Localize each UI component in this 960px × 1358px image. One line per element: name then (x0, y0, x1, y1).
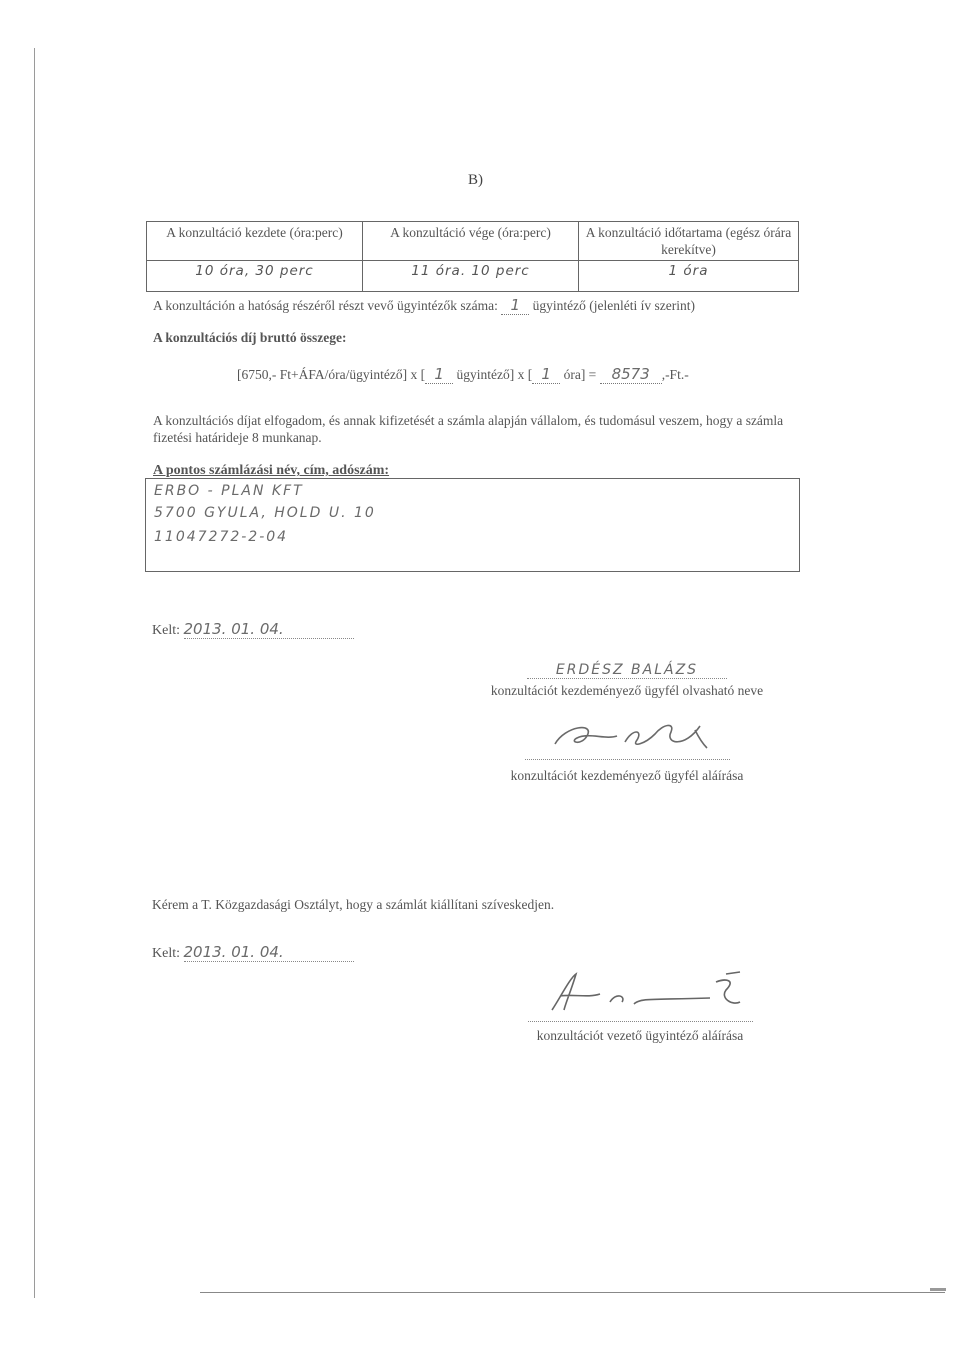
start-time-value: 10 óra, 30 perc (147, 261, 363, 292)
fee-officers-value: 1 (425, 365, 453, 384)
officer-date-line (152, 943, 354, 962)
billing-name: ERBO - PLAN KFT (154, 483, 304, 499)
fee-heading: A konzultációs díj bruttó összege: (153, 330, 347, 345)
fee-hours-value: 1 (532, 365, 560, 384)
billing-details-box (145, 478, 800, 572)
officer-signature (530, 968, 755, 1016)
officers-count-line (153, 296, 695, 315)
fee-total-value: 8573 (600, 365, 662, 384)
request-text: Kérem a T. Közgazdasági Osztályt, hogy a számlát kiállítani szíveskedjen. (152, 897, 555, 912)
fee-rate-text: [6750,- Ft+ÁFA/óra/ügyintéző] x [ (237, 367, 426, 382)
client-date-label: Kelt: (152, 623, 180, 638)
end-time-value: 11 óra. 10 perc (363, 261, 579, 292)
fee-officers-text: ügyintéző] x [ (456, 367, 533, 382)
officers-suffix: ügyintéző (jelenléti ív szerint) (532, 298, 695, 313)
billing-title: A pontos számlázási név, cím, adószám: (153, 463, 390, 478)
officer-date-value: 2013. 01. 04. (184, 943, 354, 962)
officer-date-label: Kelt: (152, 946, 180, 961)
header-start-time: A konzultáció kezdete (óra:perc) (147, 222, 363, 261)
client-signature-block (482, 748, 772, 784)
header-duration: A konzultáció időtartama (egész órára kerekítve) (579, 222, 799, 261)
officers-count-value: 1 (501, 296, 529, 315)
client-signature (525, 718, 735, 752)
client-date-value: 2013. 01. 04. (184, 620, 354, 639)
client-date-line (152, 620, 354, 639)
header-end-time: A konzultáció vége (óra:perc) (363, 222, 579, 261)
billing-address: 5700 GYULA, HOLD U. 10 (154, 505, 376, 521)
officer-signature-caption: konzultációt vezető ügyintéző aláírása (536, 1028, 744, 1043)
fee-currency-text: ,-Ft.- (661, 367, 689, 382)
client-name-value: ERDÉSZ BALÁZS (527, 662, 727, 679)
fee-hours-text: óra] = (563, 367, 597, 382)
duration-value: 1 óra (579, 261, 799, 292)
officers-prefix: A konzultáción a hatóság részéről részt vevő ügyintézők száma: (153, 298, 498, 313)
client-name-block (482, 662, 772, 699)
client-name-caption: konzultációt kezdeményező ügyfél olvasható neve (490, 683, 764, 698)
fee-formula (237, 365, 689, 384)
scan-edge-line (34, 48, 35, 1298)
consultation-time-table (146, 221, 799, 292)
bottom-rule (200, 1292, 945, 1293)
officer-signature-block (505, 1010, 775, 1044)
acceptance-text: A konzultációs díjat elfogadom, és annak kifizetését a számla alapján vállalom, és tudomásul veszem, hogy a számla fizetési határideje 8 munkanap. (153, 413, 784, 445)
section-letter: B) (468, 172, 483, 188)
client-signature-caption: konzultációt kezdeményező ügyfél aláírása (510, 768, 744, 783)
billing-tax-number: 11047272-2-04 (154, 529, 289, 545)
bottom-rule-mark (930, 1288, 946, 1291)
